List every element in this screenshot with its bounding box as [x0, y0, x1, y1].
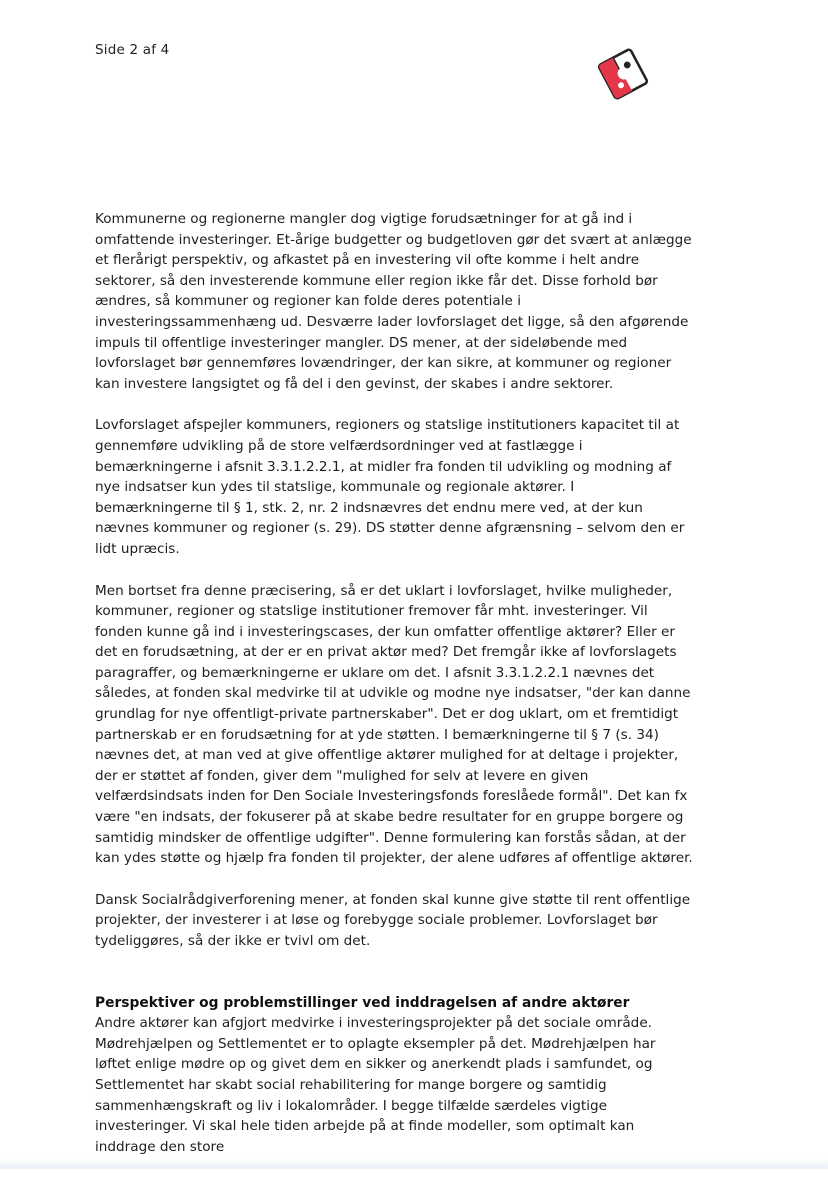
- paragraph-other-actors: Andre aktører kan afgjort medvirke i investeringsprojekter på det sociale område. Mødrehjælpen og Settlementet er to oplagte eksempler på det. Mødrehjælpen har løftet enlige mødre op og givet dem en sikker og anerkendt plads i samfundet, og Settlementet har skabt social rehabilitering for mange borgere og samtidig sammenhængskraft og liv i lokalområder. I begge tilfælde særdeles vigtige investeringer. Vi skal hele tiden arbejde på at finde modeller, som optimalt kan inddrage den store: [95, 1015, 656, 1155]
- dansk-socialraadgiverforening-logo-icon: [592, 46, 654, 102]
- page-number: Side 2 af 4: [95, 42, 170, 58]
- section-heading: Perspektiver og problemstillinger ved inddragelsen af andre aktører: [95, 994, 630, 1011]
- letter-body: [95, 209, 695, 1178]
- paragraph-investment-prerequisites: Kommunerne og regionerne mangler dog vigtige forudsætninger for at gå ind i omfattende investeringer. Et-årige budgetter og budgetloven gør det svært at anlægge et flerårigt perspektiv, og afkastet på en investering vil ofte komme i helt andre sektorer, så den investerende kommune eller region ikke får det. Disse forhold bør ændres, så kommuner og regioner kan folde deres potentiale i investeringssammenhæng ud. Desværre lader lovforslaget det ligge, så den afgørende impuls til offentlige investeringer mangler. DS mener, at der sideløbende med lovforslaget bør gennemføres lovændringer, der kan sikre, at kommuner og regioner kan investere langsigtet og få del i den gevinst, der skabes i andre sektorer.: [95, 211, 692, 392]
- paragraph-capacity: Lovforslaget afspejler kommuners, regioners og statslige institutioners kapacitet til at gennemføre udvikling på de store velfærdsordninger ved at fastlægge i bemærkningerne i afsnit 3.3.1.2.2.1, at midler fra fonden til udvikling og modning af nye indsatser kun ydes til statslige, kommunale og regionale aktører. I bemærkningerne til § 1, stk. 2, nr. 2 indsnævres det endnu mere ved, at der kun nævnes kommuner og regioner (s. 29). DS støtter denne afgrænsning – selvom den er lidt upræcis.: [95, 417, 685, 557]
- paragraph-ds-position: Dansk Socialrådgiverforening mener, at fonden skal kunne give støtte til rent offentlige projekter, der investerer i at løse og forebygge sociale problemer. Lovforslaget bør tydeliggøres, så der ikke er tvivl om det.: [95, 891, 691, 949]
- paragraph-unclear-options: Men bortset fra denne præcisering, så er det uklart i lovforslaget, hvilke muligheder, kommuner, regioner og statslige institutioner fremover får mht. investeringer. Vil fonden kunne gå ind i investeringscases, der kun omfatter offentlige aktører? Eller er det en forudsætning, at der er en privat aktør med? Det fremgår ikke af lovforslagets paragraffer, og bemærkningerne er uklare om det. I afsnit 3.3.1.2.2.1 nævnes det således, at fonden skal medvirke til at udvikle og modne nye indsatser, "der kan danne grundlag for nye offentligt-private partnerskaber". Det er dog uklart, om et fremtidigt partnerskab er en forudsætning for at yde støtten. I bemærkningerne til § 7 (s. 34) nævnes det, at man ved at give offentlige aktører mulighed for at deltage i projekter, der er støttet af fonden, giver dem "mulighed for selv at levere en given velfærdsindsats inden for Den Sociale Investeringsfonds foreslåede formål". Det kan fx være "en indsats, der fokuserer på at skabe bedre resultater for en gruppe borgere og samtidig mindsker de offentlige udgifter". Denne formulering kan forstås sådan, at der kan ydes støtte og hjælp fra fonden til projekter, der alene udføres af offentlige aktører.: [95, 582, 693, 867]
- scan-edge: [0, 1159, 828, 1169]
